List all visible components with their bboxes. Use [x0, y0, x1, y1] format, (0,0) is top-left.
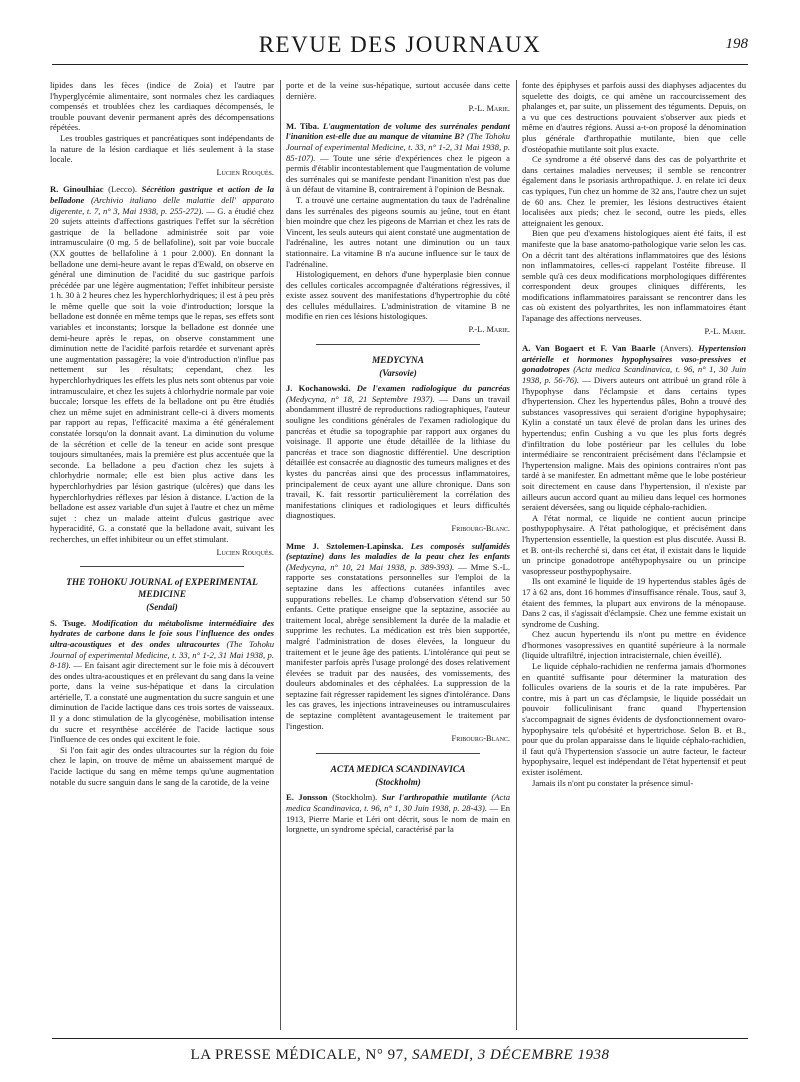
- article-source: (The Tohoku Journal of experimental Medicine, t. 33, n° 1-2, 31 Mai 1938, p. 85-107).: [286, 131, 510, 163]
- paragraph: Le liquide céphalo-rachidien ne renferma jamais d'hormones en quantité suffisante pour déterminer la maturation des follicules ovariens de la souris et de la rate impubères. Par contre, mis à part un cas d'éclampsie, le liquide possédait un pouvoir folliculinisant franc quand l'hypertension s'accompagnait de signes évidents de dysfonctionnement ovaro-hypophysaire tels qu'obésité et hypertrichose. Selon B. et B., pour que du prolan apparaisse dans le liquide céphalo-rachidien, il faut qu'à l'hypertension s'associe un autre facteur, le facteur hypophysaire, lequel est indépendant de l'état hypertensif et peut exister isolément.: [522, 661, 746, 777]
- journal-place: (Varsovie): [379, 367, 417, 378]
- paragraph: fonte des épiphyses et parfois aussi des diaphyses adjacentes du squelette des doigts, ce qui amène un raccourcissement des phalanges et, par suite, un plissement des téguments. Depuis, on a vu que ces destructions pouvaient s'observer aux pieds et même en d'autres régions. Aussi a-t-on proposé la dénomination plus générale d'arthropathie mutilante, bien que celle d'ostéopathie mutilante soit plus exacte.: [522, 80, 746, 154]
- article-source: (Medycyna, n° 18, 21 Septembre 1937).: [286, 393, 435, 404]
- paragraph: Ce syndrome a été observé dans des cas de polyarthrite et dans certaines maladies nerveuses; il semble se rencontrer également dans le psoriasis arthropathique. J. en relate ici deux cas typiques, l'un chez un homme de 32 ans, l'autre chez un sujet de 60 ans. Chez le premier, les lésions destructives étaient localisées aux pieds; chez le second, outre les pieds, elles atteignaient les genoux.: [522, 154, 746, 228]
- article-ginoulhiac: [50, 184, 274, 544]
- paragraph: Jamais ils n'ont pu constater la présence simul-: [532, 777, 694, 788]
- column-divider: [516, 80, 517, 1030]
- signature: P.-L. Marie.: [468, 104, 510, 114]
- article-text: — Toute une série d'expériences chez le pigeon a permis d'établir incontestablement que l'augmentation de volume des surrénales qui se manifeste pendant l'inanition n'est pas due à un défaut de vitamine B, contrairement à l'opinion de Besnak.: [286, 152, 510, 195]
- paragraph: Chez aucun hypertendu ils n'ont pu mettre en évidence d'hormones vasopressives en quantité supérieure à la normale (liquide ultrafiltré, injection intracisternale, chien éveillé).: [522, 629, 746, 661]
- article-source: (Acta medica Scandinavica, t. 96, n° 1, 30 Juin 1938, p. 28-43).: [286, 792, 510, 814]
- article-author: E. Jonsson: [286, 792, 328, 803]
- paragraph: Bien que peu d'examens histologiques aient été faits, il est manifeste que la base anatomo-pathologique varie selon les cas. On a décrit tant des altérations inflammatoires que des lésions non inflammatoires, celles-ci rappelant l'ostéite fibreuse. Il semble qu'à ces deux modifications morphologiques différentes correspondent deux groupes cliniques différents, les modifications inflammatoires paraissant se rencontrer dans les cas où existent des polyarthrites, les non inflammatoires étant l'apanage des affections nerveuses.: [522, 228, 746, 324]
- column-middle: [286, 80, 510, 1030]
- article-source: (Medycyna, n° 10, 21 Mai 1938, p. 389-393).: [286, 561, 455, 572]
- article-source: (Acta medica Scandinavica, t. 96, n° 1, 30 Juin 1938, p. 56-76).: [522, 364, 746, 386]
- article-author: S. Tsuge.: [50, 617, 86, 628]
- article-text: — G. a étudié chez 20 sujets atteints d'affections gastriques l'effet sur la sécrétion gastrique de la belladone administrée soit par voie intramusculaire (0 mg. 5 de bellafoline), soit par voie buccale (XX gouttes de bellafoline à 1 pour 2.000). En donnant la belladone une demi-heure avant le repas d'Ewald, on observe en général une diminution de l'acidité du suc gastrique parfois précédée par une légère augmentation; l'effet inhibiteur persiste 1 h. 30 à 2 heures chez les hyperchlorhydriques; il est à peu près le même quelle que soit la voie d'introduction; lorsque la belladone est donnée en même temps que le repas, ses effets sont variables et inconstants; lorsque la belladone est donnée une demi-heure après le repas, on observe constamment une diminution nette de l'acidité parfois retardée et survenant après une augmentation passagère; la voie d'introduction n'influe pas nettement sur les résultats; cependant, chez les hyperchlorhydriques les effets les plus nets sont obtenus par voie intramusculaire, et chez les sujets à chlorhydrie normale par voie buccale; lorsque les effets de la belladone ont pu être étudiés chez un même sujet en administrant celle-ci à divers moments par rapport au repas, l'efficacité maxima a été généralement constatée lorsqu'on la donnait avant. La diminution du volume de la sécrétion et celle de la teneur en acide sont presque toujours simultanées, mais la première est plus accentuée que la seconde. La belladone a peu d'action chez les sujets à chlorhydrie normale; elle est bien plus active dans les hyperchlorhydries par lésion gastrique (ulcères) que dans les hyperchlorhydries réflexes par lésion à distance. L'action de la belladone est assez variable d'un sujet à l'autre et chez un même sujet : chez un malade atteint d'ulcus gastrique avec hyperacidité, G. a constaté que la belladone avait, suivant les recherches, un effet inhibiteur ou un effet stimulant.: [50, 205, 274, 544]
- article-title: L'augmentation de volume des surrénales pendant l'inanition est-elle due au manque de vitamine B?: [286, 120, 510, 142]
- section-rule: [316, 753, 480, 754]
- article-city: (Stockholm).: [332, 792, 378, 803]
- paragraph: Les troubles gastriques et pancréatiques sont indépendants de la nature de la lésion cardiaque et liés seulement à la stase locale.: [50, 132, 274, 165]
- article-tsuge: [50, 618, 274, 745]
- section-rule: [80, 566, 244, 567]
- article-tiba: [286, 121, 510, 195]
- page-title: REVUE DES JOURNAUX: [258, 32, 542, 57]
- footer-journal: LA PRESSE MÉDICALE, N° 97,: [190, 1047, 408, 1063]
- signature: Lucien Rouquès.: [216, 167, 274, 177]
- paragraph: lipides dans les fèces (indice de Zoia) et l'autre par l'hyperglycémie alimentaire, sont normales chez les cardiaques compensés et troublées chez les cardiaques décompensés, le trouble pouvant devenir permanent après des décompensations répétées.: [50, 80, 274, 133]
- article-text: — En faisant agir directement sur le foie mis à découvert des ondes ultra-acoustiques et en prélevant du sang dans la veine porte, dans la veine sus-hépatique et dans la circulation artérielle, T. a constaté une augmentation du sucre sanguin et une diminution de l'acide lactique dans ces trois sortes de vaisseaux. Il y a donc stimulation de la glycogénèse, mobilisation intense du sucre et resynthèse accélérée de l'acide lactique sous l'influence de ces ondes qui excitent le foie.: [50, 660, 274, 745]
- column-right: [522, 80, 746, 1030]
- article-text: — Dans un travail abondamment illustré de reproductions radiographiques, l'auteur souligne les conditions générales de l'examen radiologique du pancréas et étudie sa topographie par rapport aux organes du voisinage. Il apporte une étude détaillée de la lithiase du pancréas et trace son diagnostic différentiel. Une description détaillée est consacrée au diagnostic des tumeurs malignes et des kystes du pancréas ainsi que des processus inflammatoires, principalement de ceux ayant une allure chronique. Dans son travail, K. fait ressortir particulièrement la corrélation des manifestations cliniques et radiologiques et leurs difficultés diagnostiques.: [286, 393, 510, 521]
- paragraph: Ils ont examiné le liquide de 19 hypertendus stables âgés de 17 à 62 ans, dont 16 hommes d'insuffisance rénale. Tous, sauf 3, étaient des femmes, la plupart aux environs de la ménopause. Dans 2 cas, il s'agissait d'éclampsie. Chez une femme existait un syndrome de Cushing.: [522, 576, 746, 629]
- section-rule: [316, 344, 480, 345]
- article-van-bogaert: [522, 343, 746, 513]
- journal-heading: THE TOHOKU JOURNAL of EXPERIMENTAL MEDICINE: [66, 578, 258, 601]
- signature: P.-L. Marie.: [704, 326, 746, 336]
- journal-heading: ACTA MEDICA SCANDINAVICA: [330, 764, 466, 775]
- article-source: (The Tohoku Journal of experimental Medicine, t. 33, n° 1-2, 31 Mai 1938, p. 8-18).: [50, 638, 274, 671]
- article-title: Sécrétion gastrique et action de la belladone: [50, 184, 274, 205]
- paragraph: Histologiquement, en dehors d'une hyperplasie bien connue des cellules corticales accompagnée d'altérations régressives, il existe assez souvent des manifestations d'hypertrophie du côté des cellules médullaires. L'administration de vitamine B ne modifie en rien ces lésions histologiques.: [286, 269, 510, 322]
- journal-heading: MEDYCYNA: [371, 355, 425, 366]
- article-title: Les composés sulfamidés (septazine) dans les maladies de la peau chez les enfants: [286, 540, 510, 562]
- article-title: Sur l'arthropathie mutilante: [381, 792, 487, 803]
- column-divider: [280, 80, 281, 1030]
- article-author: J. Kochanowski.: [286, 383, 351, 394]
- page-footer: [52, 1038, 748, 1064]
- article-title: Hypertension artérielle et hormones hypophysaires vaso-pressives et gonadotropes: [522, 343, 746, 375]
- article-text: — En 1913, Pierre Marie et Léri ont décrit, sous le nom de main en lorgnette, un syndrome spécial, caractérisé par la: [286, 803, 510, 835]
- column-left: [50, 80, 274, 1030]
- article-text: — Divers auteurs ont attribué un grand rôle à l'hypophyse dans l'éclampsie et dans certains types d'hypertension. Chez les hypertendus pâles, Bohn a trouvé des substances vasopressives qui seraient d'origine hypophysaire; Kylin a constaté un taux élevé de prolan dans les urines des hypertendus; enfin Cushing a vu que les plus forts degrés d'infiltration du lobe postérieur par les cellules du lobe intermédiaire se rencontraient précisément dans l'éclampsie et l'hypertension maligne. Mais des opinions contraires n'ont pas tardé à se manifester. En admettant même que le lobe postérieur soit directement en cause dans l'hypertension, il n'existe par ailleurs aucun accord quant au milieu dans lequel ces hormones seraient déversées, sang ou liquide céphalo-rachidien.: [522, 375, 746, 513]
- article-text: — Mme S.-L. rapporte ses constatations personnelles sur l'emploi de la septazine dans les affections cutanées infantiles avec suppurations rebelles. Le champ d'observation s'étend sur 50 enfants. Cette pratique enseigne que la septazine, associée au traitement local, abrège sensiblement la durée de la maladie et supprime les rechutes. La médication est très bien supportée, malgré l'administration de doses élevées, la longueur du traitement et le jeune âge des patients. L'intolérance qui peut se manifester parfois après l'usage prolongé des doses relativement élevées se traduit par des nausées, des vomissements, des douleurs abdominales et des céphalées. La suppression de la septazine fait régresser rapidement les signes d'intolérance. Dans les cas graves, les injections intraveineuses ou intramusculaires de septazine complètent avantageusement le traitement par l'ingestion.: [286, 561, 510, 731]
- article-title: De l'examen radiologique du pancréas: [356, 383, 510, 394]
- article-jonsson: [286, 792, 510, 834]
- article-author: Mme J. Sztolemen-Lapinska.: [286, 540, 404, 551]
- journal-place: (Stockholm): [375, 776, 421, 787]
- article-author: M. Tiba.: [286, 120, 320, 131]
- article-source: (Archivio italiano delle malattie dell' apparato digerente, t. 7, n° 3, Mai 1938, p. 255-272).: [50, 194, 274, 216]
- article-kochanowski: [286, 383, 510, 521]
- paragraph: porte et de la veine sus-hépatique, surtout accusée dans cette dernière.: [286, 80, 510, 101]
- paragraph: T. a trouvé une certaine augmentation du taux de l'adrénaline dans les surrénales des pigeons soumis au jeûne, tout en étant bien moindre que chez les pigeons de Marrian et chez les rats de Vincent, les seuls auteurs qui aient constaté une augmentation de l'adrénaline, les autres notant une diminution ou un taux stationnaire. La vitamine B n'a aucune influence sur le taux de l'adrénaline.: [286, 194, 510, 269]
- article-author: A. Van Bogaert et F. Van Baarle: [522, 343, 656, 354]
- article-city: (Lecco).: [108, 184, 138, 195]
- page-header: [52, 30, 748, 65]
- page-number: 198: [725, 36, 748, 52]
- article-title: Modification du métabolisme intermédiaire des hydrates de carbone dans le foie sous l'influence des ondes ultra-acoustiques et des ondes ultracourtes: [50, 617, 274, 649]
- article-author: R. Ginoulhiac: [50, 184, 104, 195]
- signature: Fribourg-Blanc.: [451, 734, 510, 744]
- paragraph: A l'état normal, ce liquide ne contient aucun principe posthypophysaire. A l'état pathologique, et précisément dans l'hypertension essentielle, la question est plus discutée. Aussi B. et B. ont-ils recherché si, dans cet état, il existait dans le liquide un principe gonadotrope antéhypophysaire ou un principe vasopresseur posthypophysaire.: [522, 512, 746, 576]
- article-city: (Anvers).: [660, 343, 694, 354]
- journal-place: (Sendai): [146, 602, 178, 613]
- paragraph: Si l'on fait agir des ondes ultracourtes sur la région du foie chez le lapin, on trouve de même un abaissement marqué de l'acide lactique du sang en même temps qu'une augmentation notable du sucre sanguin dans le sang de la carotide, de la veine: [50, 744, 274, 787]
- signature: P.-L. Marie.: [468, 325, 510, 335]
- footer-date: SAMEDI, 3 DÉCEMBRE 1938: [412, 1047, 610, 1063]
- article-sztolemen: [286, 541, 510, 732]
- signature: Lucien Rouquès.: [216, 547, 274, 557]
- signature: Fribourg-Blanc.: [451, 523, 510, 533]
